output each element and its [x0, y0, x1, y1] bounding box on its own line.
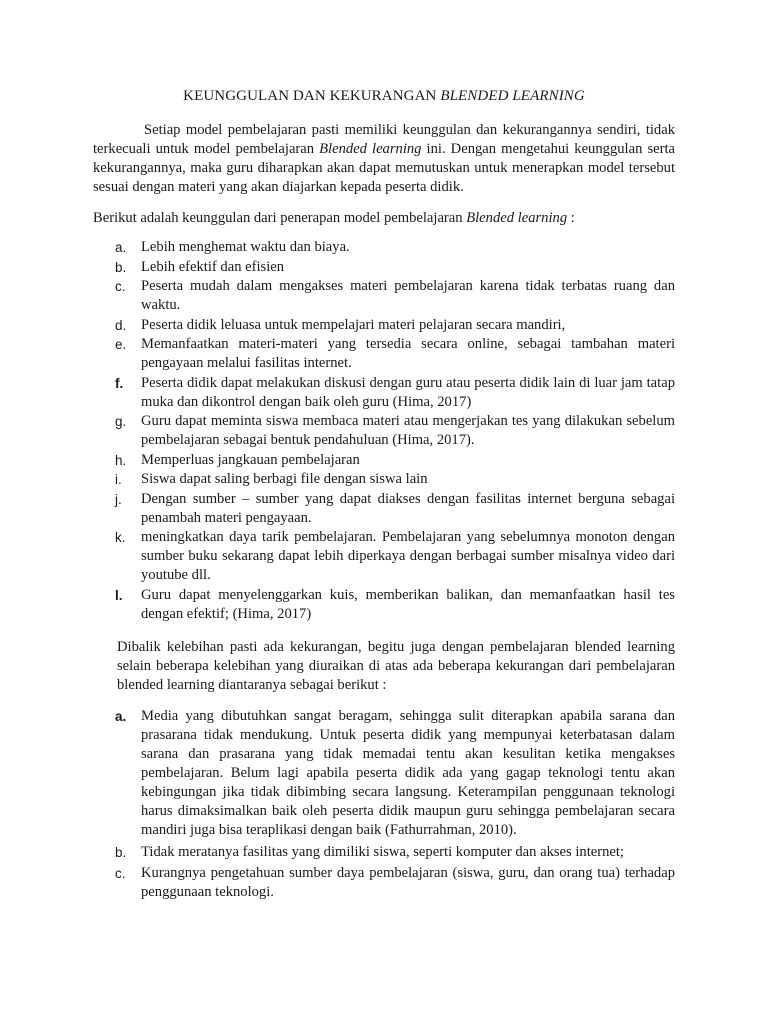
intro-text-part1: Setiap model pembelajaran pasti memiliki keunggulan dan kekurangannya sendiri, tidak terkecuali untuk model pembelajaran: [93, 122, 675, 157]
list-item: [93, 451, 675, 470]
list-marker: b.: [115, 845, 127, 860]
list-item-text: Guru dapat menyelenggarkan kuis, memberikan balikan, dan memanfaatkan hasil tes dengan efektif; (Hima, 2017): [141, 586, 675, 622]
list-item-text: Lebih efektif dan efisien: [141, 258, 285, 275]
list-item: [93, 470, 675, 489]
list-marker: h.: [115, 452, 127, 468]
document-title: [0, 86, 768, 106]
list-item: [93, 707, 675, 840]
advantages-intro-part2: :: [567, 210, 575, 226]
list-marker: d.: [115, 317, 127, 333]
list-marker: k.: [115, 530, 126, 545]
list-item-text: Kurangnya pengetahuan sumber daya pembelajaran (siswa, guru, dan orang tua) terhadap penggunaan teknologi.: [141, 865, 675, 900]
list-marker: c.: [115, 279, 126, 294]
list-item: [93, 490, 675, 528]
advantages-intro-italic-term: Blended learning: [466, 210, 568, 226]
list-marker: c.: [115, 866, 126, 881]
list-item-text: Tidak meratanya fasilitas yang dimiliki siswa, seperti komputer dan akses internet;: [141, 844, 624, 860]
list-item: [93, 335, 675, 373]
list-item: [93, 316, 675, 335]
list-item-text: meningkatkan daya tarik pembelajaran. Pembelajaran yang sebelumnya monoton dengan sumber buku sekarang dapat lebih diperkaya dengan berbagai sumber misalnya video dari youtube dll.: [141, 529, 675, 583]
advantages-intro-part1: Berikut adalah keunggulan dari penerapan model pembelajaran: [93, 210, 467, 226]
list-item-text: Peserta didik leluasa untuk mempelajari materi pelajaran secara mandiri,: [141, 316, 566, 333]
list-marker: j.: [115, 491, 122, 507]
list-item-text: Media yang dibutuhkan sangat beragam, sehingga sulit diterapkan apabila sarana dan prasarana tidak mendukung. Untuk peserta didik yang mempunyai keterbatasan dalam sarana dan prasarana yang tidak memadai tentu akan kesulitan ketika mengakses pembelajaran. Belum lagi apabila peserta didik ada yang gagap teknologi tentu akan kebingungan jika tidak dibimbing secara langsung. Keterampilan penggunaan teknologi harus dimaksimalkan baik oleh peserta didik maupun guru sehingga pembelajaran secara mandiri juga bisa teraplikasi dengan baik (Fathurrahman, 2010).: [141, 708, 675, 838]
list-item-text: Dengan sumber – sumber yang dapat diakses dengan fasilitas internet berguna sebagai penambah materi pengayaan.: [141, 490, 675, 526]
list-item: [93, 843, 675, 862]
list-item: [93, 238, 675, 257]
advantages-intro: [93, 209, 675, 228]
list-marker: a.: [115, 709, 127, 724]
list-item-text: Peserta mudah dalam mengakses materi pembelajaran karena tidak terbatas ruang dan waktu.: [141, 278, 675, 313]
list-item-text: Lebih menghemat waktu dan biaya.: [141, 239, 350, 255]
list-item: [93, 528, 675, 585]
list-item: [93, 374, 675, 412]
list-marker: f.: [115, 375, 124, 391]
list-marker: i.: [115, 472, 122, 487]
intro-italic-term: Blended learning: [319, 141, 422, 157]
list-item: [93, 412, 675, 450]
title-text: KEUNGGULAN DAN KEKURANGAN: [183, 88, 441, 104]
list-marker: l.: [115, 587, 123, 603]
advantages-list: [93, 238, 675, 624]
list-marker: a.: [115, 240, 127, 255]
list-item: [93, 586, 675, 624]
disadvantages-list: [93, 707, 675, 904]
title-italic-text: BLENDED LEARNING: [440, 88, 585, 104]
list-marker: e.: [115, 337, 127, 352]
list-item: [93, 277, 675, 315]
intro-text-part2: ini. Dengan mengetahui keunggulan serta kekurangannya, maka guru diharapkan akan dapat memutuskan untuk menerapkan model tersebut sesuai dengan materi yang akan diajarkan kepada peserta didik.: [93, 141, 675, 195]
list-item-text: Guru dapat meminta siswa membaca materi atau mengerjakan tes yang dilakukan sebelum pembelajaran sebagai bentuk pendahuluan (Hima, 2017).: [141, 413, 675, 448]
disadvantages-intro: Dibalik kelebihan pasti ada kekurangan, begitu juga dengan pembelajaran blended learning selain beberapa kelebihan yang diuraikan di atas ada beberapa kekurangan dari pembelajaran blended learning diantaranya sebagai berikut :: [117, 639, 675, 693]
list-item: [93, 258, 675, 277]
list-item: [93, 864, 675, 902]
list-item-text: Memanfaatkan materi-materi yang tersedia secara online, sebagai tambahan materi pengayaan melalui fasilitas internet.: [141, 336, 675, 371]
list-marker: b.: [115, 259, 127, 275]
list-item-text: Memperluas jangkauan pembelajaran: [141, 451, 360, 468]
list-item-text: Peserta didik dapat melakukan diskusi dengan guru atau peserta didik lain di luar jam tatap muka dan dikontrol dengan baik oleh guru (Hima, 2017): [141, 374, 675, 410]
list-item-text: Siswa dapat saling berbagi file dengan siswa lain: [141, 471, 428, 487]
intro-paragraph: [93, 121, 675, 197]
list-marker: g.: [115, 414, 127, 429]
